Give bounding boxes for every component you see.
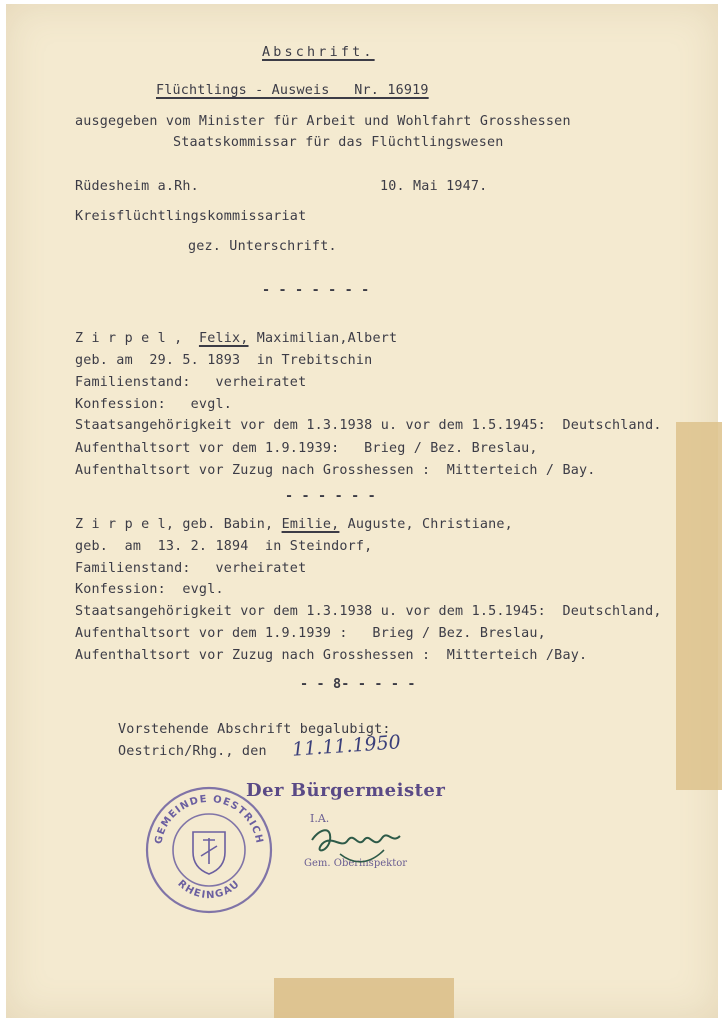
person1-residence-1939: Aufenthaltsort vor dem 1.9.1939: Brieg / Bez. Breslau, <box>75 441 538 456</box>
person1-given-name: Felix, <box>198 331 249 346</box>
on-behalf-stamp: I.A. <box>310 812 330 825</box>
tape-strip-bottom <box>274 978 454 1018</box>
issue-date: 10. Mai 1947. <box>380 179 488 194</box>
official-signature <box>300 810 410 876</box>
person2-birth: geb. am 13. 2. 1894 in Steindorf, <box>75 539 373 554</box>
person2-marital-status: Familienstand: verheiratet <box>75 561 307 576</box>
tape-strip-right <box>676 422 722 790</box>
person2-residence-before-move: Aufenthaltsort vor Zuzug nach Grosshessen : Mitterteich /Bay. <box>75 648 588 663</box>
separator-2: - - - - - - <box>285 489 376 504</box>
person2-citizenship: Staatsangehörigkeit vor dem 1.3.1938 u. vor dem 1.5.1945: Deutschland, <box>75 604 662 619</box>
person2-residence-1939: Aufenthaltsort vor dem 1.9.1939 : Brieg / Bez. Breslau, <box>75 626 546 641</box>
issue-office: Kreisflüchtlingskommissariat <box>75 209 307 224</box>
document-subtitle: Flüchtlings - Ausweis Nr. 16919 <box>156 83 429 98</box>
coat-of-arms-icon <box>193 832 225 874</box>
person1-name-prefix: Z i r p e l , <box>75 331 183 346</box>
issue-place: Rüdesheim a.Rh. <box>75 179 199 194</box>
issuer-line-2: Staatskommissar für das Flüchtlingswesen <box>173 135 504 150</box>
person2-religion: Konfession: evgl. <box>75 582 224 597</box>
person2-name-suffix: Auguste, Christiane, <box>347 517 513 532</box>
document-title: Abschrift. <box>262 45 375 60</box>
person2-name <box>75 517 513 533</box>
person1-marital-status: Familienstand: verheiratet <box>75 375 307 390</box>
seal-bottom-text: RHEINGAU <box>175 878 243 902</box>
person1-residence-before-move: Aufenthaltsort vor Zuzug nach Grosshessen : Mitterteich / Bay. <box>75 463 596 478</box>
person1-name-suffix: Maximilian,Albert <box>256 331 398 346</box>
official-title-stamp: Gem. Oberinspektor <box>304 858 408 869</box>
person2-name-prefix: Z i r p e l, geb. Babin, <box>75 517 274 532</box>
person1-birth: geb. am 29. 5. 1893 in Trebitschin <box>75 353 373 368</box>
handwritten-date: 11.11.1950 <box>291 731 402 761</box>
separator-3: - - 8- - - - - <box>300 677 416 692</box>
person1-religion: Konfession: evgl. <box>75 397 232 412</box>
seal-top-text: GEMEINDE OESTRICH <box>153 793 265 846</box>
person2-given-name: Emilie, <box>281 517 340 532</box>
separator-1: - - - - - - - <box>262 283 370 298</box>
issue-signed: gez. Unterschrift. <box>188 239 337 254</box>
person1-citizenship: Staatsangehörigkeit vor dem 1.3.1938 u. vor dem 1.5.1945: Deutschland. <box>75 418 662 433</box>
mayor-stamp: Der Bürgermeister <box>246 780 446 801</box>
certification-place-date: Oestrich/Rhg., den <box>118 744 267 759</box>
issuer-line-1: ausgegeben vom Minister für Arbeit und Wohlfahrt Grosshessen <box>75 114 571 129</box>
svg-text:RHEINGAU <box>175 878 242 901</box>
person1-name <box>75 331 397 347</box>
certification-statement: Vorstehende Abschrift begalubigt: <box>118 722 391 737</box>
municipal-seal <box>143 784 275 916</box>
